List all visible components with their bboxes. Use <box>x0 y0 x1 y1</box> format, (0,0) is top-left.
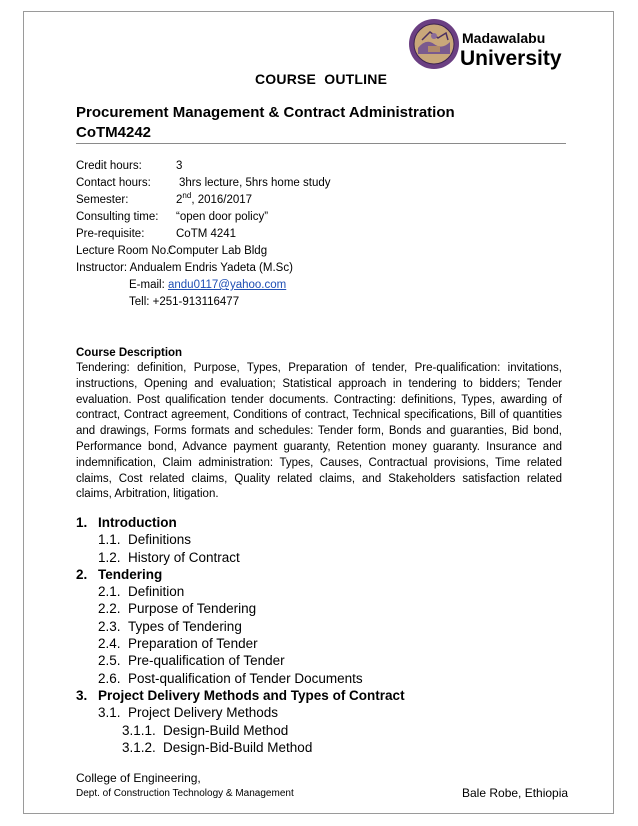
semester-year: , 2016/2017 <box>191 194 253 206</box>
course-code: CoTM4242 <box>76 124 152 141</box>
document-heading: COURSE OUTLINE <box>255 71 388 87</box>
lecture-room-label: Lecture Room No.: <box>76 245 173 257</box>
outline-title: Design-Bid-Build Method <box>163 739 313 755</box>
outline-number: 2. <box>76 566 88 582</box>
outline-title: Definition <box>128 584 185 600</box>
lecture-room-value: Computer Lab Bldg <box>168 245 268 257</box>
outline-title: Post-qualification of Tender Documents <box>128 670 363 686</box>
footer-location: Bale Robe, Ethiopia <box>462 786 569 800</box>
prerequisite-label: Pre-requisite: <box>76 228 145 240</box>
contact-hours-value: 3hrs lecture, 5hrs home study <box>179 177 331 189</box>
course-description-text: Tendering: definition, Purpose, Types, Preparation of tender, Pre-qualification: invitations, instructions, Opening and evaluation; Statistical approach in tendering to bidders; Tender evaluation. Post qualification tender documents. Contracting: definitions, Types, awarding of contract, Contract agreement, Conditions of contract, Technical specifications, Bill of quantities and drawings, Forms formats and schedules: Tender form, Bonds and guaranties, Bid bond, Performance bond, Advance payment guaranty, Retention money guaranty. Insurance and indemnification, Claim administration: Types, Causes, Contractual provisions, Time related claims, Cost related claims, Quality related claims, and Stakeholders satisfaction related claims, Arbitration, litigation. <box>76 362 562 501</box>
consulting-time-value: “open door policy” <box>176 211 269 223</box>
outline-number: 3.1.1. <box>122 722 156 738</box>
semester-suffix: nd <box>182 191 192 201</box>
telephone-text: Tell: +251-913116477 <box>129 296 240 308</box>
outline-number: 2.5. <box>98 653 121 669</box>
outline-title: Design-Build Method <box>163 722 289 738</box>
outline-title: Types of Tendering <box>128 618 242 634</box>
outline-number: 3. <box>76 687 88 703</box>
outline-number: 1. <box>76 515 88 530</box>
credit-hours-value: 3 <box>176 160 183 172</box>
semester-label: Semester: <box>76 194 129 206</box>
email-link[interactable]: andu0117@yahoo.com <box>167 279 287 291</box>
outline-title: Purpose of Tendering <box>128 601 257 617</box>
instructor-text: Instructor: Andualem Endris Yadeta (M.Sc) <box>76 262 293 274</box>
outline-title: Tendering <box>98 566 163 582</box>
semester-value <box>176 192 252 209</box>
university-name-line2: University <box>460 47 562 70</box>
footer-department: Dept. of Construction Technology & Management <box>76 788 294 799</box>
outline-number: 2.6. <box>98 670 121 686</box>
outline-title: History of Contract <box>128 549 240 565</box>
credit-hours-label: Credit hours: <box>76 160 142 172</box>
contact-hours-label: Contact hours: <box>76 177 151 189</box>
outline-number: 3.1. <box>98 705 121 721</box>
university-name-line1: Madawalabu <box>462 30 546 46</box>
title-divider <box>76 143 566 144</box>
outline-title: Project Delivery Methods <box>128 705 279 721</box>
outline-number: 2.3. <box>98 618 121 634</box>
prerequisite-value: CoTM 4241 <box>176 228 237 240</box>
consulting-time-label: Consulting time: <box>76 211 159 223</box>
outline-title: Pre-qualification of Tender <box>128 653 285 669</box>
outline-number: 2.2. <box>98 601 121 617</box>
outline-number: 2.4. <box>98 636 121 652</box>
university-seal-logo <box>408 18 460 70</box>
outline-title: Introduction <box>98 515 177 530</box>
semester-number: 2 <box>176 194 183 206</box>
outline-number: 1.1. <box>98 532 121 548</box>
outline-number: 1.2. <box>98 549 121 565</box>
course-description-heading: Course Description <box>76 347 183 359</box>
outline-title: Preparation of Tender <box>128 636 258 652</box>
course-title: Procurement Management & Contract Administration <box>76 104 455 121</box>
outline-title: Project Delivery Methods and Types of Contract <box>98 687 405 703</box>
outline-number: 2.1. <box>98 584 121 600</box>
outline-title: Definitions <box>128 532 192 548</box>
email-label: E-mail: <box>129 279 165 291</box>
email-line <box>129 277 286 294</box>
outline-number: 3.1.2. <box>122 739 156 755</box>
footer-college: College of Engineering, <box>76 771 201 785</box>
